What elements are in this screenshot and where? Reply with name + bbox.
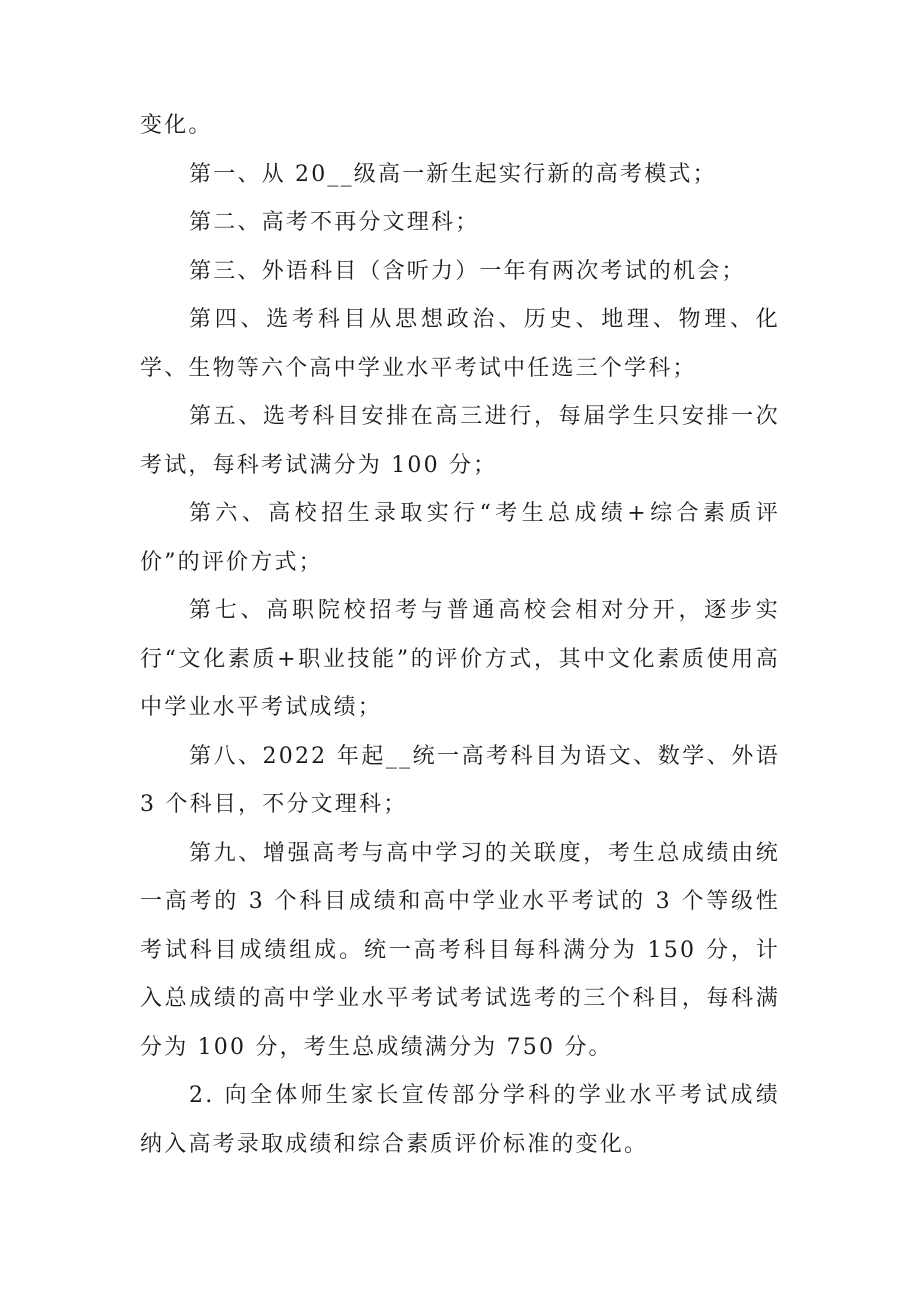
paragraph-item-7: 第七、高职院校招考与普通高校会相对分开，逐步实行“文化素质+职业技能”的评价方式，其中文化素质使用高中学业水平考试成绩； <box>140 598 780 720</box>
paragraph-item-8: 第八、2022 年起__统一高考科目为语文、数学、外语 3 个科目，不分文理科； <box>140 743 780 817</box>
paragraph-item-2: 第二、高考不再分文理科； <box>189 210 480 235</box>
paragraph-item-9: 第九、增强高考与高中学习的关联度，考生总成绩由统一高考的 3 个科目成绩和高中学业水平考试的 3 个等级性考试科目成绩组成。统一高考科目每科满分为 150 分，计入总成绩的高中学业水平考试考试选考的三个科目，每科满分为 100 分，考生总成绩满分为 750 分。 <box>140 840 780 1060</box>
paragraph-item-1: 第一、从 20__级高一新生起实行新的高考模式； <box>189 161 717 187</box>
paragraph-item-4: 第四、选考科目从思想政治、历史、地理、物理、化学、生物等六个高中学业水平考试中任选三个学科； <box>140 307 780 381</box>
paragraph-item-5: 第五、选考科目安排在高三进行，每届学生只安排一次考试，每科考试满分为 100 分； <box>140 404 780 478</box>
paragraph-point-2: 2. 向全体师生家长宣传部分学科的学业水平考试成绩纳入高考录取成绩和综合素质评价标准的变化。 <box>140 1083 780 1157</box>
paragraph-item-3: 第三、外语科目（含听力）一年有两次考试的机会； <box>189 258 746 284</box>
paragraph-item-6: 第六、高校招生录取实行“考生总成绩+综合素质评价”的评价方式； <box>140 501 780 575</box>
document-body <box>140 102 780 1169</box>
paragraph-continuation: 变化。 <box>140 113 213 138</box>
